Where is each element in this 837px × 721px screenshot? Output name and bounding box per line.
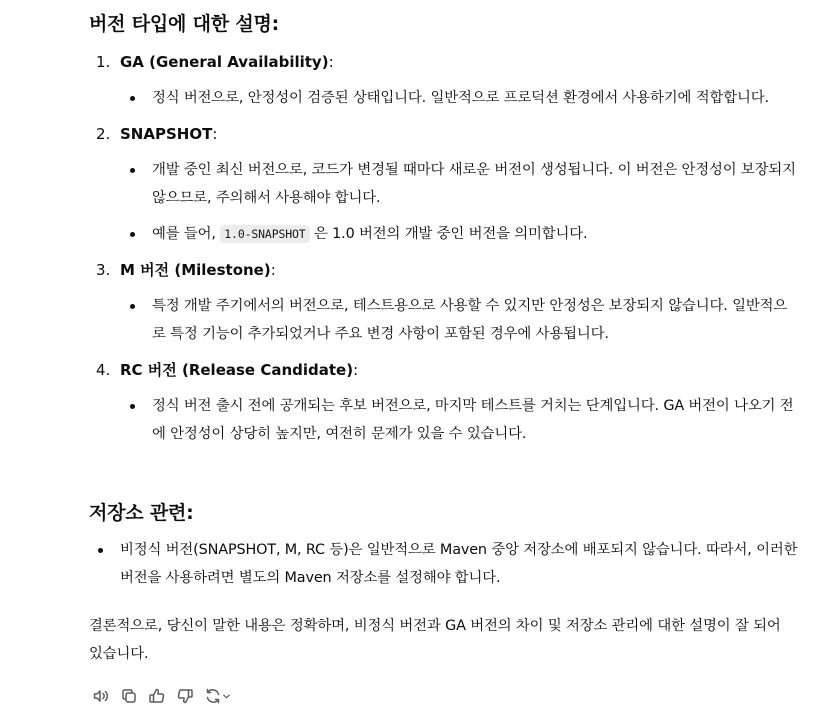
version-title-suffix: : xyxy=(328,53,334,71)
copy-button[interactable] xyxy=(118,685,140,707)
bullet-list xyxy=(89,156,799,248)
bullet-item: 특정 개발 주기에서의 버전으로, 테스트용으로 사용할 수 있지만 안정성은 보장되지 않습니다. 일반적으로 특정 기능이 추가되었거나 주요 변경 사항이 포함된 경우에 사용됩니다. xyxy=(89,292,799,348)
bad-response-button[interactable] xyxy=(174,685,196,707)
bullet-text: 예를 들어, xyxy=(152,226,221,242)
bullet-list xyxy=(89,392,799,448)
version-item-header xyxy=(89,356,799,384)
list-number: 1. xyxy=(96,53,111,71)
version-title xyxy=(120,48,334,76)
thumbs-up-icon xyxy=(148,687,166,705)
read-aloud-icon xyxy=(92,687,110,705)
regenerate-button[interactable] xyxy=(202,685,232,707)
read-aloud-button[interactable] xyxy=(90,685,112,707)
bullet-item: 개발 중인 최신 버전으로, 코드가 변경될 때마다 새로운 버전이 생성됩니다. 이 버전은 안정성이 보장되지 않으므로, 주의해서 사용해야 합니다. xyxy=(89,156,799,212)
bullet-item: 비정식 버전(SNAPSHOT, M, RC 등)은 일반적으로 Maven 중앙 저장소에 배포되지 않습니다. 따라서, 이러한 버전을 사용하려면 별도의 Maven 저장소를 설정해야 합니다. xyxy=(89,536,799,592)
repository-bullet-list xyxy=(89,536,799,592)
chevron-down-icon xyxy=(222,692,231,701)
list-number: 3. xyxy=(96,261,111,279)
version-item-milestone xyxy=(89,256,799,348)
version-item-header xyxy=(89,120,799,148)
version-item-header xyxy=(89,256,799,284)
version-item-snapshot xyxy=(89,120,799,248)
good-response-button[interactable] xyxy=(146,685,168,707)
section-heading-repository: 저장소 관련: xyxy=(89,502,194,524)
message-action-bar xyxy=(90,685,232,707)
version-item-ga xyxy=(89,48,799,112)
bullet-item: 정식 버전으로, 안정성이 검증된 상태입니다. 일반적으로 프로덕션 환경에서 사용하기에 적합합니다. xyxy=(89,84,799,112)
bullet-item xyxy=(89,220,799,248)
version-title-suffix: : xyxy=(212,125,218,143)
version-title-bold: M 버전 (Milestone) xyxy=(120,261,271,279)
copy-icon xyxy=(120,687,138,705)
version-title-bold: GA (General Availability) xyxy=(120,53,329,71)
version-title xyxy=(120,356,358,384)
version-title-bold: RC 버전 (Release Candidate) xyxy=(120,361,354,379)
version-title-bold: SNAPSHOT xyxy=(120,125,213,143)
version-item-header xyxy=(89,48,799,76)
bullet-list xyxy=(89,292,799,348)
version-title-suffix: : xyxy=(270,261,276,279)
version-title-suffix: : xyxy=(353,361,359,379)
thumbs-down-icon xyxy=(176,687,194,705)
inline-code: 1.0-SNAPSHOT xyxy=(220,225,309,243)
conclusion-paragraph: 결론적으로, 당신이 말한 내용은 정확하며, 비정식 버전과 GA 버전의 차이 및 저장소 관리에 대한 설명이 잘 되어 있습니다. xyxy=(89,618,781,662)
section-heading-version-types: 버전 타입에 대한 설명: xyxy=(89,13,280,35)
regenerate-icon xyxy=(204,687,222,705)
version-title xyxy=(120,120,217,148)
version-title xyxy=(120,256,276,284)
list-number: 4. xyxy=(96,361,111,379)
bullet-item: 정식 버전 출시 전에 공개되는 후보 버전으로, 마지막 테스트를 거치는 단계입니다. GA 버전이 나오기 전에 안정성이 상당히 높지만, 여전히 문제가 있을 수 있습니다. xyxy=(89,392,799,448)
version-type-list xyxy=(89,48,799,448)
list-number: 2. xyxy=(96,125,111,143)
bullet-text: 은 1.0 버전의 개발 중인 버전을 의미합니다. xyxy=(309,226,588,242)
bullet-list xyxy=(89,84,799,112)
version-item-rc xyxy=(89,356,799,448)
